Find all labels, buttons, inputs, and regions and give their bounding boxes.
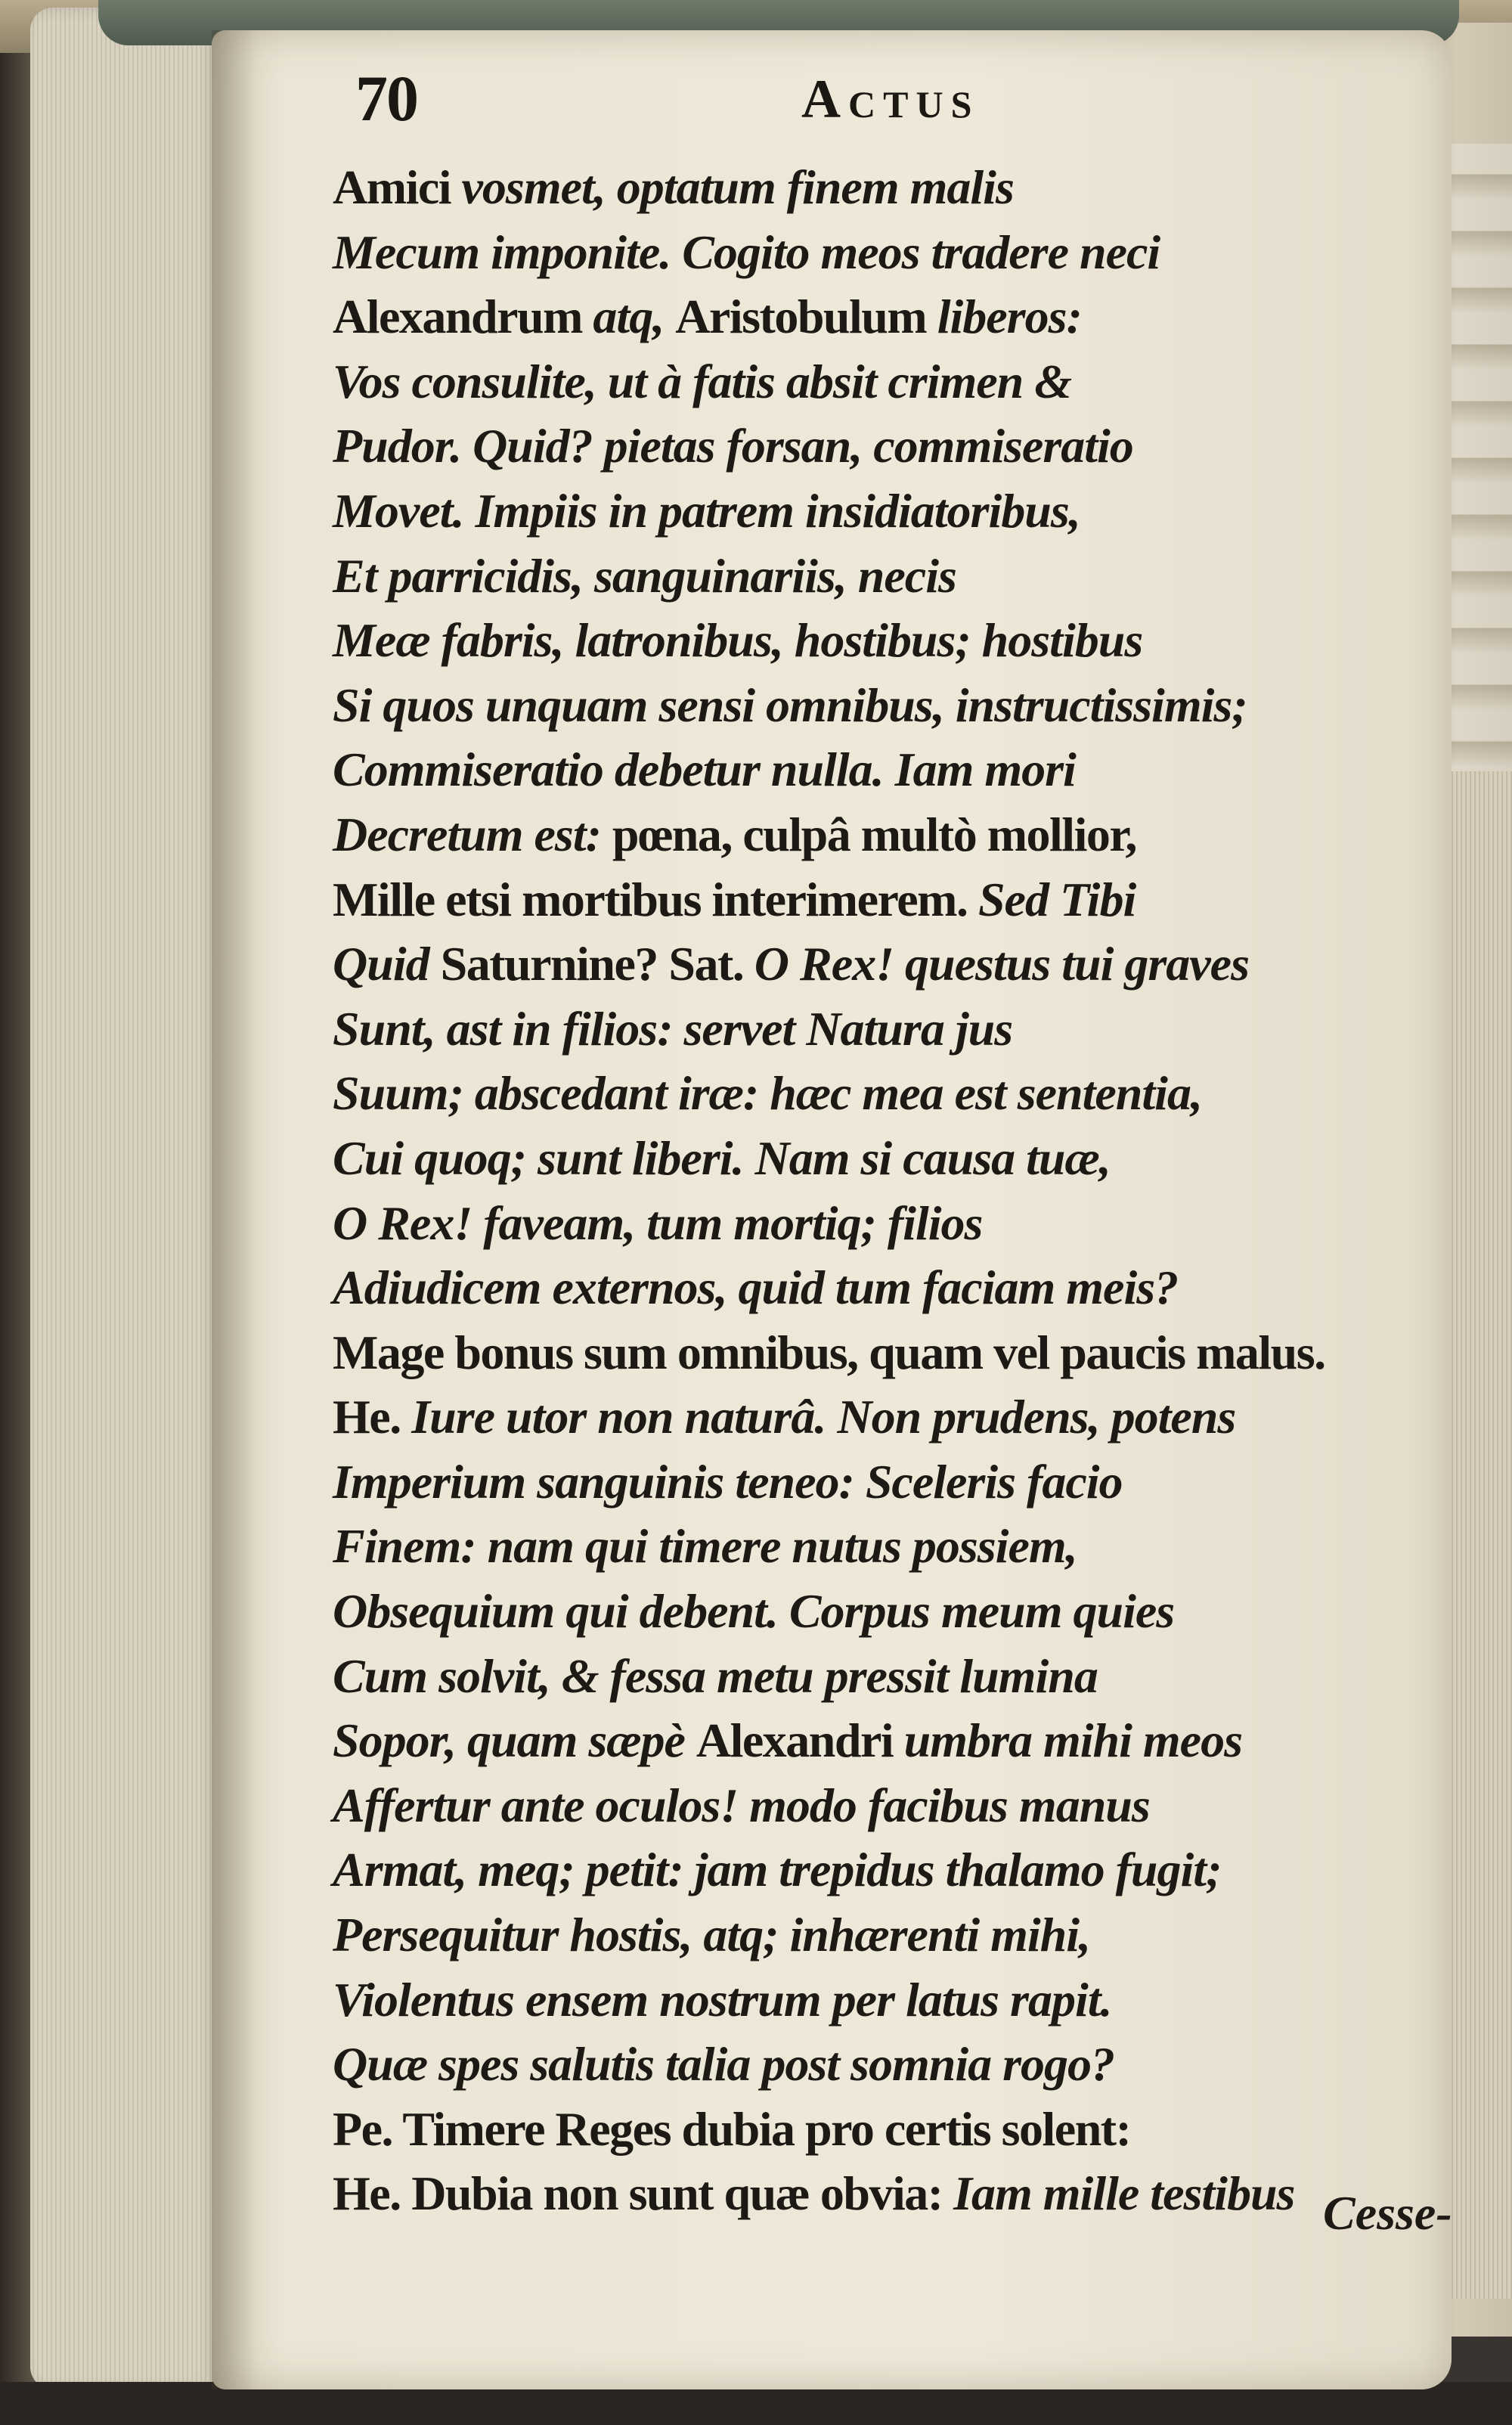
text-line [333,2097,1444,2162]
text-segment: atq, [593,290,676,344]
text-segment: O Rex! questus tui graves [754,937,1249,991]
text-line [333,1191,1444,1256]
page-gutter [212,30,257,2389]
text-segment: Sed Tibi [978,872,1136,926]
text-segment: Iure utor non naturâ. Non prudens, potens [411,1390,1236,1444]
text-line [333,1061,1444,1126]
text-segment: Sunt, ast in filios: servet Natura jus [333,1001,1013,1056]
text-line [333,479,1444,544]
text-line [333,544,1444,609]
text-segment: He. Dubia non sunt quæ obvia: [333,2166,954,2221]
text-segment: Pudor. Quid? pietas forsan, commiseratio [333,419,1133,473]
text-segment: Vos consulite, ut à fatis absit crimen & [333,354,1072,408]
text-segment: Mecum imponite. Cogito meos tradere neci [333,225,1160,279]
text-segment: Alexandrum [333,290,593,344]
text-line [333,1644,1444,1709]
text-line [333,932,1444,997]
text-segment: Commiseratio debetur nulla. Iam mori [333,743,1076,797]
text-line [333,867,1444,932]
text-line [333,997,1444,1062]
text-line [333,1968,1444,2033]
text-line [333,1773,1444,1838]
text-line [333,1708,1444,1773]
text-line [333,1579,1444,1644]
text-segment: umbra mihi meos [903,1713,1242,1768]
text-line [333,284,1444,349]
text-segment: O Rex! faveam, tum mortiq; filios [333,1195,983,1250]
text-segment: Obsequium qui debent. Corpus meum quies [333,1584,1175,1639]
text-segment: Cui quoq; sunt liberi. Nam si causa tuæ, [333,1130,1111,1185]
text-segment: Armat, meq; petit: jam trepidus thalamo fugit; [333,1843,1222,1897]
text-segment: Quid [333,937,441,991]
text-segment: Iam mille testibus [953,2166,1295,2221]
text-line [333,802,1444,867]
page-number: 70 [355,62,417,135]
text-line [333,737,1444,802]
text-line [333,1450,1444,1515]
text-segment: pœna, culpâ multò mollior, [612,807,1136,861]
text-line [333,1126,1444,1191]
text-line [333,2161,1444,2226]
text-segment: Persequitur hostis, atq; inhærenti mihi, [333,1908,1091,1962]
text-segment: Affertur ante oculos! modo facibus manus [333,1778,1150,1832]
text-segment: Decretum est: [333,807,612,861]
text-line [333,1902,1444,1968]
text-segment: He. [333,1390,412,1444]
text-segment: Mage bonus sum omnibus, quam vel paucis malus. [333,1325,1325,1379]
catchword: Cesse- [1323,2186,1452,2240]
text-segment: Violentus ensem nostrum per latus rapit. [333,1972,1112,2027]
text-segment: Et parricidis, sanguinariis, necis [333,548,956,603]
page-stack [30,8,219,2389]
text-segment: liberos: [937,290,1082,344]
text-segment: Cum solvit, & fessa metu pressit lumina [333,1648,1098,1703]
text-segment: Si quos unquam sensi omnibus, instructissimis; [333,678,1247,732]
text-segment: Adiudicem externos, quid tum faciam meis? [333,1261,1179,1315]
text-line [333,349,1444,414]
text-segment: Aristobulum [675,290,937,344]
text-line [333,1385,1444,1450]
text-line [333,1255,1444,1320]
text-segment: vosmet, optatum finem malis [461,160,1014,214]
page-header [355,60,1429,144]
text-segment: Sopor, quam sæpè [333,1713,696,1768]
text-line [333,1514,1444,1579]
text-segment: Movet. Impiis in patrem insidiatoribus, [333,483,1080,538]
text-segment: Alexandri [696,1713,904,1768]
text-line [333,608,1444,673]
text-line [333,1320,1444,1385]
text-line [333,1837,1444,1902]
running-head: Actus [801,69,980,129]
text-segment: Saturnine? Sat. [440,937,754,991]
text-line [333,673,1444,738]
text-segment: Imperium sanguinis teneo: Sceleris facio [333,1454,1123,1509]
text-segment: Finem: nam qui timere nutus possiem, [333,1519,1077,1574]
text-segment: Quæ spes salutis talia post somnia rogo? [333,2037,1114,2092]
text-block [333,155,1444,2226]
text-line [333,155,1444,220]
text-line [333,2032,1444,2097]
text-segment: Suum; abscedant iræ: hæc mea est sententia, [333,1066,1202,1121]
text-segment: Mille etsi mortibus interimerem. [333,872,978,926]
text-line [333,220,1444,285]
text-segment: Amici [333,160,462,214]
text-segment: Meæ fabris, latronibus, hostibus; hostibus [333,613,1143,668]
text-line [333,414,1444,479]
text-segment: Pe. Timere Reges dubia pro certis solent: [333,2101,1131,2156]
